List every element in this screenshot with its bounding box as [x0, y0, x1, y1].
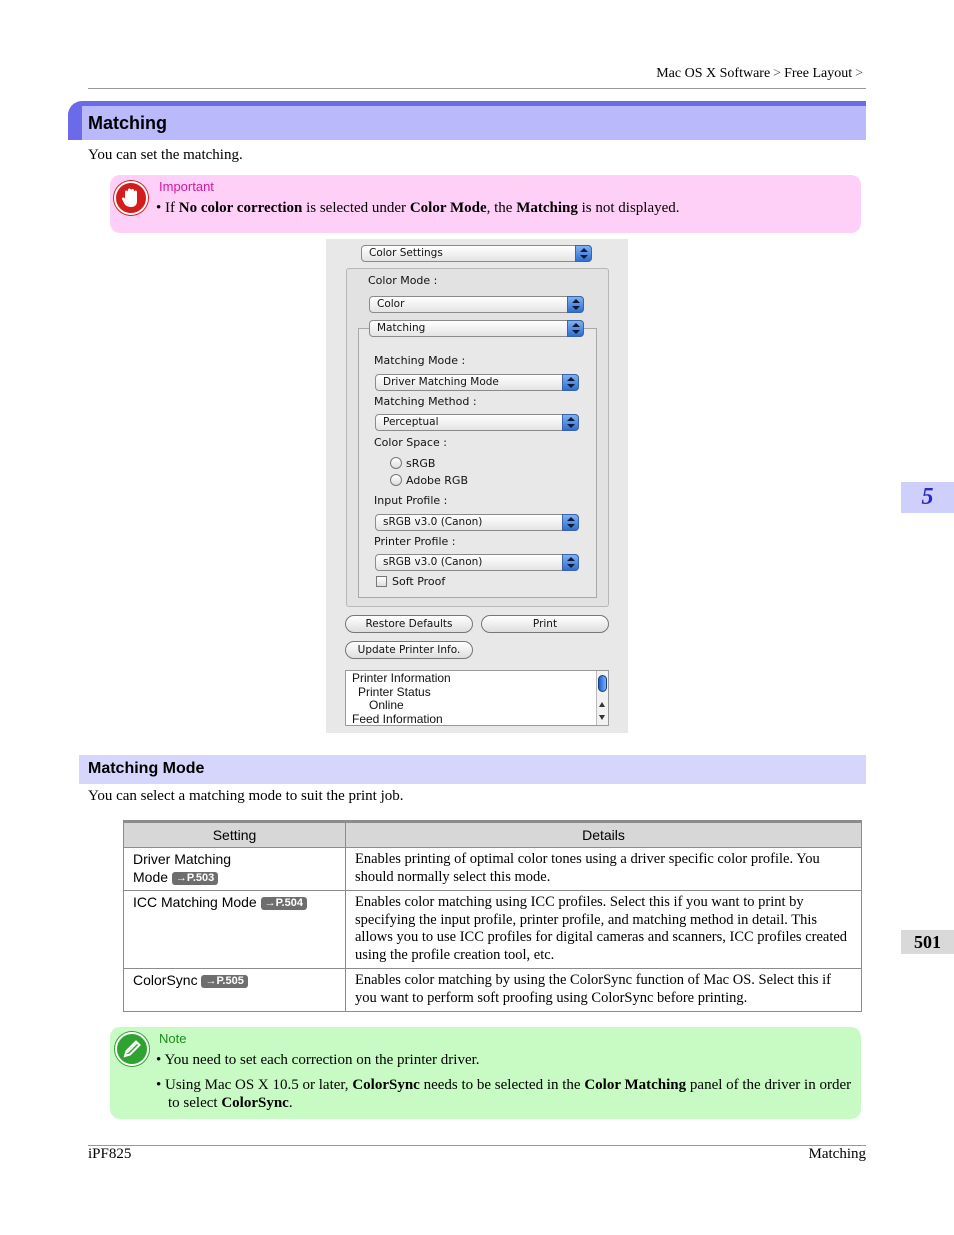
list-item: Feed Information [352, 711, 443, 726]
printer-info-list[interactable] [345, 670, 609, 726]
footer-section: Matching [808, 1146, 866, 1162]
breadcrumb-separator: > [855, 66, 863, 81]
input-profile-select[interactable]: sRGB v3.0 (Canon) [375, 514, 579, 531]
footer-divider [88, 1145, 866, 1146]
section-title: Matching [88, 113, 167, 133]
column-header: Details [346, 822, 862, 848]
setting-cell: ICC Matching Mode →P.504 [124, 891, 346, 969]
page-reference-link[interactable]: →P.504 [261, 897, 307, 910]
color-space-label: Color Space : [374, 436, 447, 449]
scroll-down-arrow-icon[interactable] [599, 715, 605, 720]
table-row [124, 891, 862, 969]
page-reference-link[interactable]: →P.505 [201, 975, 247, 988]
matching-method-label: Matching Method : [374, 395, 477, 408]
column-header: Setting [124, 822, 346, 848]
scrollbar[interactable] [596, 671, 608, 725]
subsection-title: Matching Mode [88, 760, 205, 777]
update-printer-info-button[interactable]: Update Printer Info. [345, 641, 473, 659]
table-row [124, 969, 862, 1012]
setting-cell: Driver Matching Mode →P.503 [124, 848, 346, 891]
footer-model: iPF825 [88, 1146, 132, 1162]
details-cell: Enables color matching by using the ColorSync function of Mac OS. Select this if you want to perform soft proofing using ColorSync before printing. [346, 969, 862, 1012]
input-profile-label: Input Profile : [374, 494, 448, 507]
scroll-thumb[interactable] [598, 675, 607, 692]
printer-profile-label: Printer Profile : [374, 535, 456, 548]
page-number: 501 [901, 930, 954, 954]
important-text: • If No color correction is selected under Color Mode, the Matching is not displayed. [156, 200, 680, 216]
note-title: Note [159, 1031, 187, 1046]
section-intro: You can set the matching. [88, 147, 243, 163]
list-item: Printer Status [358, 684, 431, 699]
details-cell: Enables printing of optimal color tones using a driver specific color profile. You should normally select this mode. [346, 848, 862, 891]
soft-proof-label: Soft Proof [392, 575, 446, 588]
subsection-title-bar [79, 755, 866, 784]
note-box [110, 1027, 861, 1119]
matching-group [358, 328, 597, 598]
list-item: Online [369, 698, 404, 712]
matching-method-select[interactable]: Perceptual [375, 414, 579, 431]
section-title-bar [68, 101, 866, 140]
popup-arrows-icon [562, 414, 579, 431]
popup-arrows-icon [562, 374, 579, 391]
panel-select[interactable]: Color Settings [361, 245, 592, 262]
subsection-intro: You can select a matching mode to suit the print job. [88, 788, 404, 804]
radio-srgb-label: sRGB [406, 457, 436, 470]
popup-arrows-icon [575, 245, 592, 262]
popup-arrows-icon [562, 554, 579, 571]
important-title: Important [159, 179, 214, 194]
radio-adobe-rgb[interactable] [390, 474, 402, 486]
radio-srgb[interactable] [390, 457, 402, 469]
breadcrumb [656, 66, 866, 82]
print-button[interactable]: Print [481, 615, 609, 633]
matching-mode-table [123, 820, 862, 1012]
scroll-up-arrow-icon[interactable] [599, 702, 605, 707]
matching-mode-select[interactable]: Driver Matching Mode [375, 374, 579, 391]
matching-mode-label: Matching Mode : [374, 354, 466, 367]
color-mode-label: Color Mode : [368, 274, 438, 287]
matching-select[interactable]: Matching [369, 320, 584, 337]
important-box [110, 175, 861, 233]
color-mode-select[interactable]: Color [369, 296, 584, 313]
table-row [124, 848, 862, 891]
restore-defaults-button[interactable]: Restore Defaults [345, 615, 473, 633]
popup-arrows-icon [567, 320, 584, 337]
popup-arrows-icon [562, 514, 579, 531]
chapter-tab[interactable]: 5 [901, 482, 954, 513]
header-divider [88, 88, 866, 89]
breadcrumb-item[interactable]: Free Layout [784, 66, 853, 81]
stop-hand-icon [114, 181, 148, 215]
breadcrumb-item[interactable]: Mac OS X Software [656, 66, 771, 81]
note-item: • You need to set each correction on the printer driver. [156, 1052, 480, 1068]
breadcrumb-separator: > [773, 66, 782, 81]
table-header-row [124, 822, 862, 848]
color-settings-group [346, 268, 609, 607]
note-item: • Using Mac OS X 10.5 or later, ColorSync needs to be selected in the Color Matching panel of the driver in order to select ColorSync. [156, 1077, 852, 1111]
details-cell: Enables color matching using ICC profiles. Select this if you want to print by specifying the input profile, printer profile, and matching method in detail. This allows you to use ICC profiles for digital cameras and scanners, ICC profiles created using the profile creation tool, etc. [346, 891, 862, 969]
list-item: Printer Information [352, 671, 451, 685]
popup-arrows-icon [567, 296, 584, 313]
soft-proof-checkbox[interactable] [376, 576, 387, 587]
setting-cell: ColorSync →P.505 [124, 969, 346, 1012]
printer-profile-select[interactable]: sRGB v3.0 (Canon) [375, 554, 579, 571]
color-settings-dialog [326, 239, 628, 733]
radio-adobe-rgb-label: Adobe RGB [406, 474, 469, 487]
pencil-icon [115, 1032, 149, 1066]
page-reference-link[interactable]: →P.503 [172, 872, 218, 885]
